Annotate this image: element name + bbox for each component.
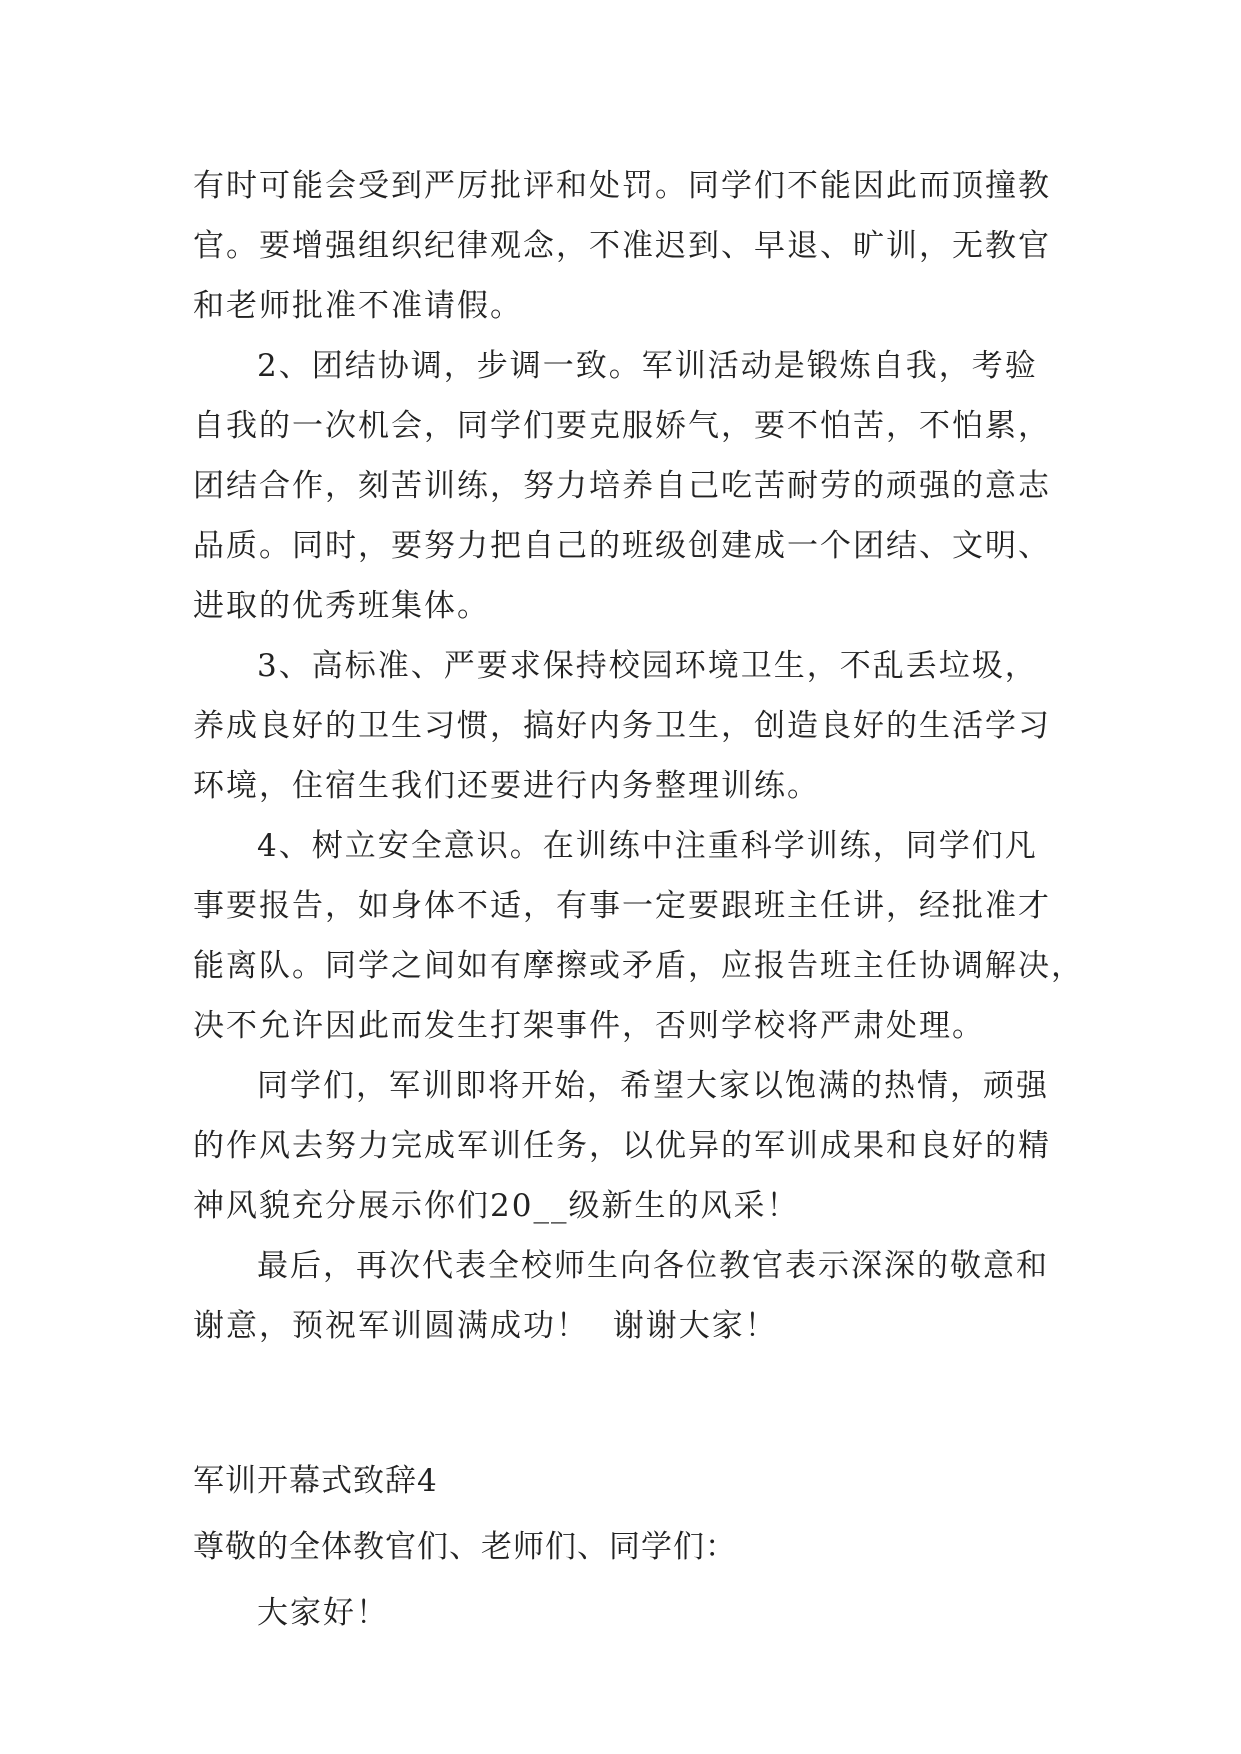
text-line: 最后，再次代表全校师生向各位教官表示深深的敬意和 bbox=[257, 1248, 1049, 1284]
section-gap bbox=[193, 1356, 1073, 1451]
salutation: 尊敬的全体教官们、老师们、同学们： bbox=[193, 1529, 737, 1565]
text-line: 进取的优秀班集体。 bbox=[193, 588, 490, 624]
text-line: 谢意，预祝军训圆满成功！ 谢谢大家！ bbox=[193, 1308, 778, 1344]
greeting: 大家好！ bbox=[257, 1595, 389, 1631]
text-line: 品质。同时，要努力把自己的班级创建成一个团结、文明、 bbox=[193, 528, 1051, 564]
section-title: 军训开幕式致辞4 bbox=[193, 1463, 438, 1499]
text-line: 决不允许因此而发生打架事件，否则学校将严肃处理。 bbox=[193, 1008, 985, 1044]
text-line: 环境，住宿生我们还要进行内务整理训练。 bbox=[193, 768, 820, 804]
text-line: 自我的一次机会，同学们要克服娇气，要不怕苦，不怕累， bbox=[193, 408, 1051, 444]
text-line: 2、团结协调，步调一致。军训活动是锻炼自我，考验 bbox=[257, 348, 1038, 384]
document-page bbox=[193, 156, 1084, 1643]
text-line: 神风貌充分展示你们20__级新生的风采！ bbox=[193, 1188, 800, 1224]
text-line: 团结合作，刻苦训练，努力培养自己吃苦耐劳的顽强的意志 bbox=[193, 468, 1051, 504]
text-line: 同学们，军训即将开始，希望大家以饱满的热情，顽强 bbox=[257, 1068, 1049, 1104]
text-line: 养成良好的卫生习惯，搞好内务卫生，创造良好的生活学习 bbox=[193, 708, 1051, 744]
text-line: 官。要增强组织纪律观念，不准迟到、早退、旷训，无教官 bbox=[193, 228, 1051, 264]
text-line: 能离队。同学之间如有摩擦或矛盾，应报告班主任协调解决， bbox=[193, 948, 1084, 984]
text-line: 有时可能会受到严厉批评和处罚。同学们不能因此而顶撞教 bbox=[193, 168, 1051, 204]
text-line: 3、高标准、严要求保持校园环境卫生，不乱丢垃圾， bbox=[257, 648, 1038, 684]
text-line: 事要报告，如身体不适，有事一定要跟班主任讲，经批准才 bbox=[193, 888, 1051, 924]
text-line: 4、树立安全意识。在训练中注重科学训练，同学们凡 bbox=[257, 828, 1038, 864]
document-body bbox=[193, 156, 1084, 1356]
text-line: 的作风去努力完成军训任务，以优异的军训成果和良好的精 bbox=[193, 1128, 1051, 1164]
text-line: 和老师批准不准请假。 bbox=[193, 288, 523, 324]
